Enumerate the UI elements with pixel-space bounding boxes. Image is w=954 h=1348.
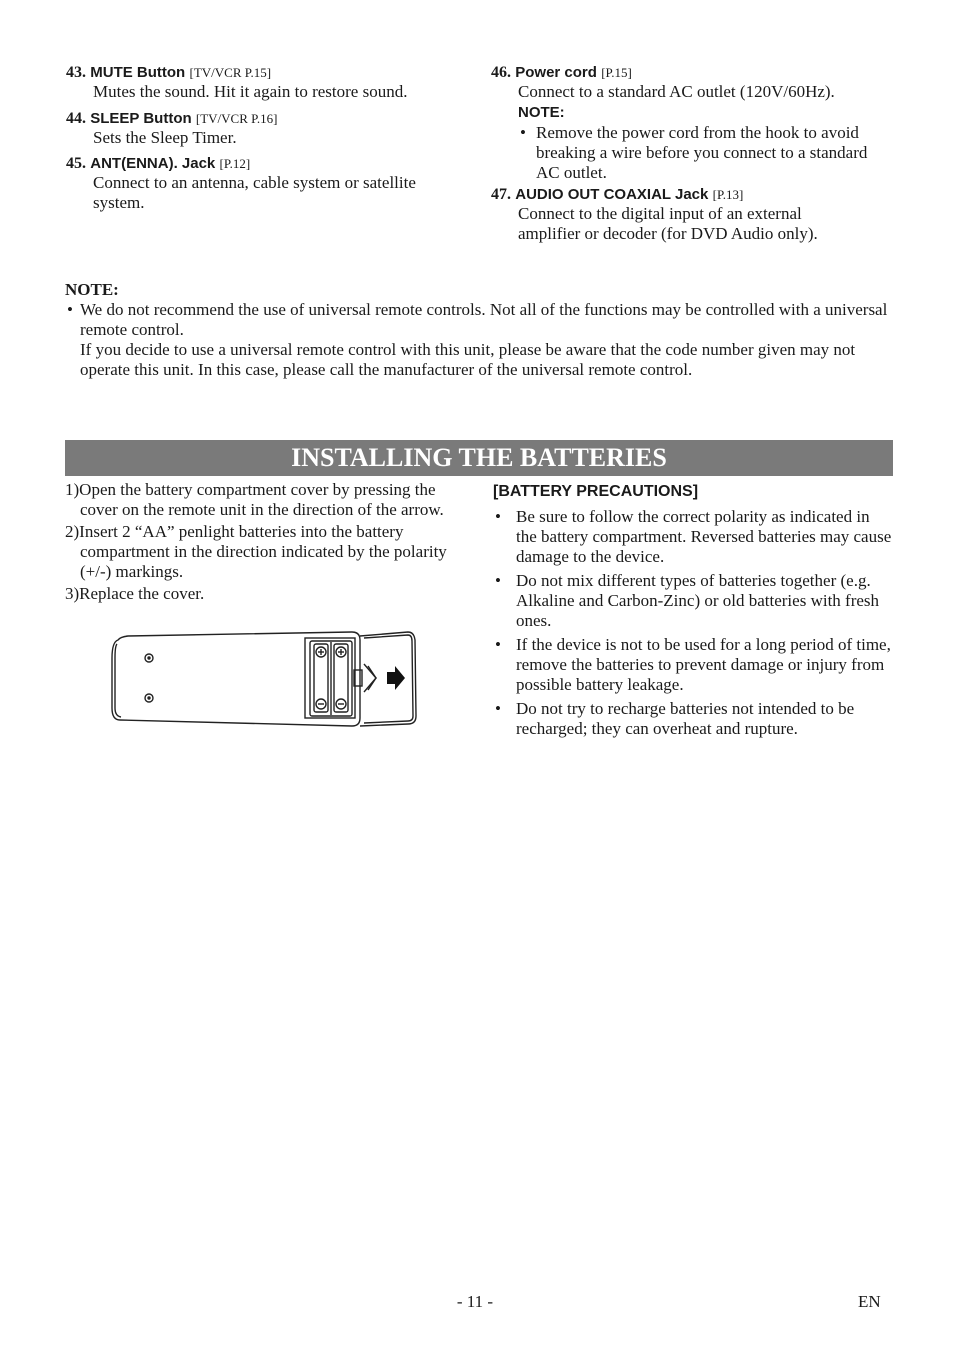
item-46-note-label: NOTE: (518, 104, 565, 121)
item-45: 45. ANT(ENNA). Jack [P.12] Connect to an antenna, cable system or satellite system. (66, 153, 466, 213)
item-44-desc: Sets the Sleep Timer. (93, 128, 237, 147)
precautions-block (493, 482, 893, 739)
item-47: 47. AUDIO OUT COAXIAL Jack [P.13] Connect to the digital input of an external amplifier or decoder (for DVD Audio only). (491, 184, 891, 244)
note-para-2: If you decide to use a universal remote control with this unit, please be aware that the code number given may not operate this unit. In this case, please call the manufacturer of the universal remote control. (80, 340, 856, 379)
page-number: - 11 - (456, 1292, 494, 1311)
item-45-desc: Connect to an antenna, cable system or satellite system. (93, 173, 416, 212)
precaution-1: • Be sure to follow the correct polarity as indicated in the battery compartment. Reversed batteries may cause damage to the device. (493, 507, 893, 567)
item-43-title: MUTE Button (90, 64, 186, 81)
precaution-3: • If the device is not to be used for a long period of time, remove the batteries to prevent damage or injury from possible battery leakage. (493, 635, 893, 695)
steps-list (65, 480, 460, 604)
language-label: EN (858, 1292, 881, 1311)
item-45-title: ANT(ENNA). Jack (90, 155, 216, 172)
step-3: 3)Replace the cover. (65, 584, 205, 603)
note-block (65, 280, 890, 380)
note-label: NOTE: (65, 280, 119, 299)
note-para-1: • We do not recommend the use of universal remote controls. Not all of the functions may be controlled with a universal remote control. (65, 300, 890, 340)
item-44: 44. SLEEP Button [TV/VCR P.16] Sets the Sleep Timer. (66, 108, 466, 148)
item-43-desc: Mutes the sound. Hit it again to restore sound. (93, 82, 408, 101)
precautions-heading: [BATTERY PRECAUTIONS] (493, 483, 699, 500)
section-title: INSTALLING THE BATTERIES (65, 440, 893, 476)
item-46: 46. Power cord [P.15] Connect to a standard AC outlet (120V/60Hz). NOTE: • Remove the power cord from the hook to avoid breaking a wire before you connect to a standard AC outlet. (491, 62, 891, 183)
precaution-2: • Do not mix different types of batteries together (e.g. Alkaline and Carbon-Zinc) or old batteries with fresh ones. (493, 571, 893, 631)
item-46-desc: Connect to a standard AC outlet (120V/60Hz). (518, 82, 835, 101)
item-46-title: Power cord (515, 64, 597, 81)
item-44-title: SLEEP Button (90, 110, 192, 127)
precaution-4: • Do not try to recharge batteries not intended to be recharged; they can overheat and rupture. (493, 699, 893, 739)
item-43: 43. MUTE Button [TV/VCR P.15] Mutes the sound. Hit it again to restore sound. (66, 62, 466, 102)
item-46-note: • Remove the power cord from the hook to avoid breaking a wire before you connect to a standard AC outlet. (518, 123, 891, 183)
step-1: 1)Open the battery compartment cover by pressing the cover on the remote unit in the direction of the arrow. (65, 480, 444, 519)
remote-battery-illustration (108, 628, 420, 732)
step-2: 2)Insert 2 “AA” penlight batteries into the battery compartment in the direction indicated by the polarity (+/-) markings. (65, 522, 447, 581)
item-47-desc: Connect to the digital input of an external amplifier or decoder (for DVD Audio only). (518, 204, 818, 243)
item-47-title: AUDIO OUT COAXIAL Jack (515, 186, 709, 203)
